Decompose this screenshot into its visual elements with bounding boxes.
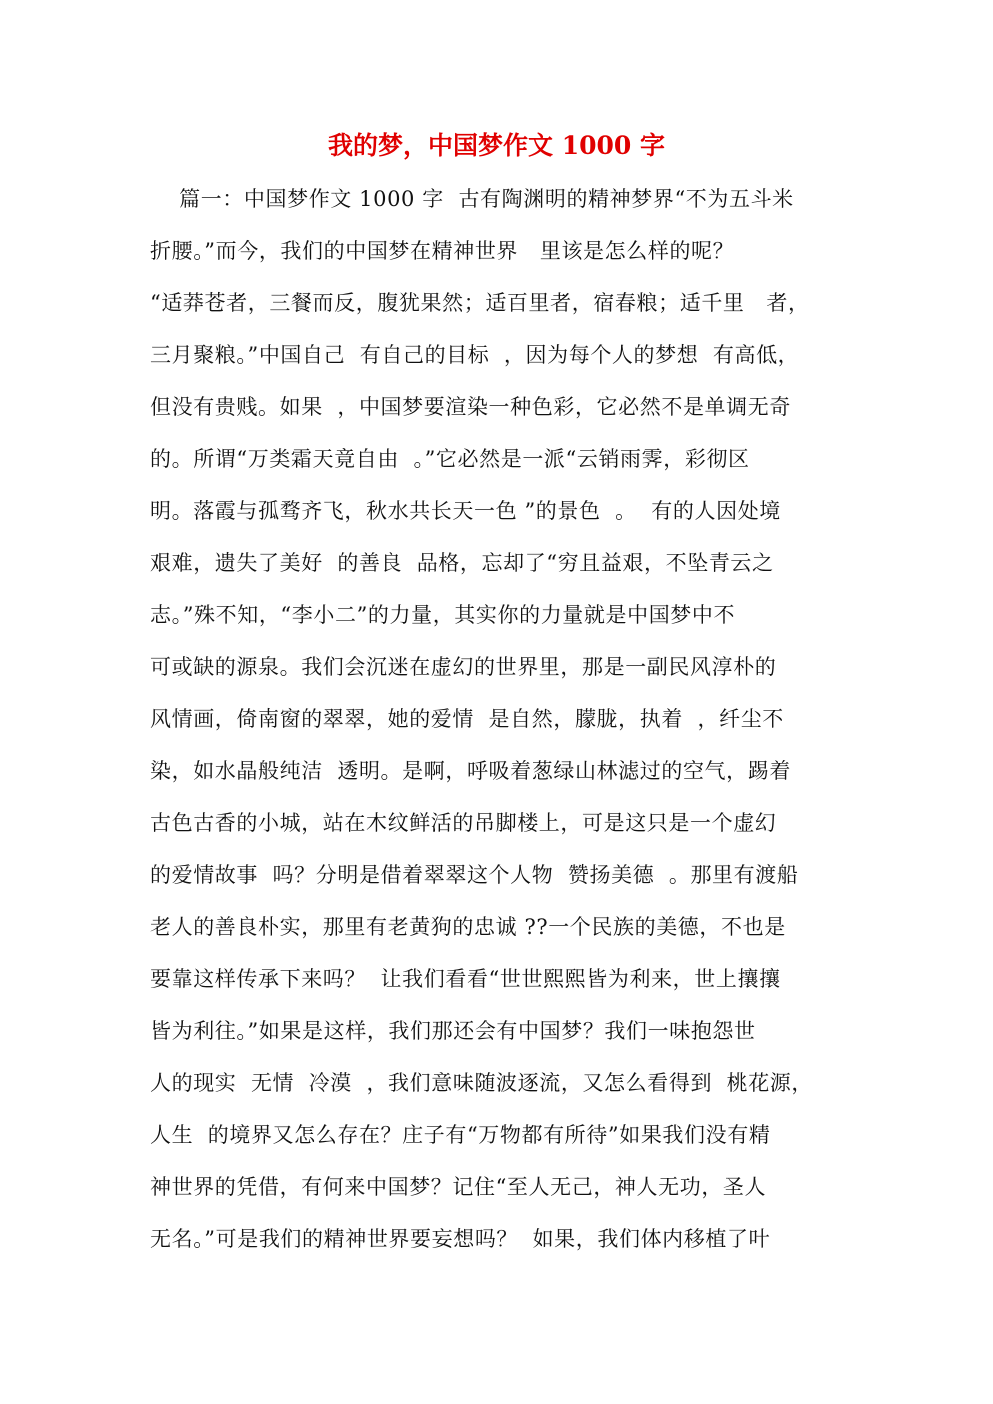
text-line: 可或缺的源泉。我们会沉迷在虚幻的世界里，那是一副民风淳朴的 — [150, 655, 777, 679]
text-line: 但没有贵贱。如果 ，中国梦要渲染一种色彩，它必然不是单调无奇 — [150, 395, 791, 419]
text-line: 染，如水晶般纯洁 透明。是啊，呼吸着葱绿山林滤过的空气，踢着 — [150, 759, 791, 783]
text-line: 人的现实 无情 冷漠 ，我们意味随波逐流，又怎么看得到 桃花源， — [150, 1071, 813, 1095]
text-line: 明。落霞与孤骛齐飞，秋水共长天一色 ”的景色 。 有的人因处境 — [150, 499, 781, 523]
text-line: 的爱情故事 吗？分明是借着翠翠这个人物 赞扬美德 。那里有渡船 — [150, 863, 799, 887]
text-line: 风情画，倚南窗的翠翠，她的爱情 是自然，朦胧，执着 ，纤尘不 — [150, 707, 784, 731]
text-line: 皆为利往。”如果是这样，我们那还会有中国梦？我们一味抱怨世 — [150, 1019, 756, 1043]
text-line: 志。”殊不知，“李小二”的力量，其实你的力量就是中国梦中不 — [150, 603, 736, 627]
text-line: 无名。”可是我们的精神世界要妄想吗？ 如果，我们体内移植了叶 — [150, 1227, 771, 1251]
text-line: 折腰。”而今，我们的中国梦在精神世界 里该是怎么样的呢？ — [150, 239, 735, 263]
document-body — [150, 180, 860, 1272]
text-line: 篇一：中国梦作文 1000 字 古有陶渊明的精神梦界“不为五斗米 — [150, 187, 794, 211]
text-line: 人生 的境界又怎么存在？庄子有“万物都有所待”如果我们没有精 — [150, 1123, 771, 1147]
document-title: 我的梦，中国梦作文 1000 字 — [328, 131, 665, 160]
text-line: 要靠这样传承下来吗？ 让我们看看“世世熙熙皆为利来，世上攘攘 — [150, 967, 781, 991]
text-line: 艰难，遗失了美好 的善良 品格，忘却了“穷且益艰，不坠青云之 — [150, 551, 774, 575]
text-line: 的。所谓“万类霜天竟自由 。”它必然是一派“云销雨霁，彩彻区 — [150, 447, 750, 471]
text-line: 古色古香的小城，站在木纹鲜活的吊脚楼上，可是这只是一个虚幻 — [150, 811, 777, 835]
text-line: 老人的善良朴实，那里有老黄狗的忠诚 ??一个民族的美德，不也是 — [150, 915, 786, 939]
text-line: “适莽苍者，三餐而反，腹犹果然；适百里者，宿春粮；适千里 者， — [150, 291, 810, 315]
text-line: 神世界的凭借，有何来中国梦？记住“至人无己，神人无功，圣人 — [150, 1175, 767, 1199]
text-line: 三月聚粮。”中国自己 有自己的目标 ，因为每个人的梦想 有高低， — [150, 343, 800, 367]
